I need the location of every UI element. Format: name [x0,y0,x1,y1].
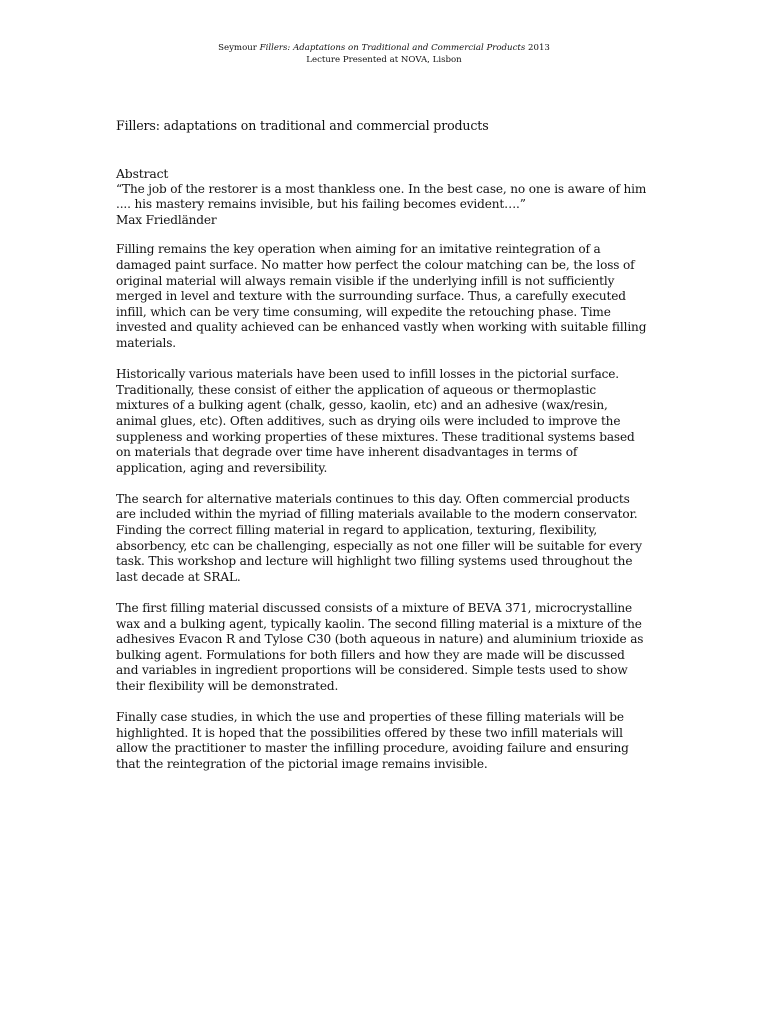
quote-line: “The job of the restorer is a most thankless one. In the best case, no one is aware of him [116,181,647,196]
header-line-2: Lecture Presented at NOVA, Lisbon [306,55,462,65]
text-line: application, aging and reversibility. [116,460,328,475]
text-line: Finally case studies, in which the use and properties of these filling materials will be [116,710,624,725]
text-line: highlighted. It is hoped that the possibilities offered by these two infill materials will [116,725,623,740]
quote-attribution: Max Friedländer [116,212,217,227]
text-line: The search for alternative materials continues to this day. Often commercial products [116,491,630,506]
text-line: and variables in ingredient proportions will be considered. Simple tests used to show [116,663,628,678]
text-line: Traditionally, these consist of either the application of aqueous or thermoplastic [116,382,597,397]
text-line: task. This workshop and lecture will highlight two filling systems used throughout the [116,554,633,569]
text-line: mixtures of a bulking agent (chalk, gesso, kaolin, etc) and an adhesive (wax/resin, [116,398,608,413]
text-line: Historically various materials have been used to infill losses in the pictorial surface. [116,367,619,382]
text-line: last decade at SRAL. [116,569,241,584]
text-line: adhesives Evacon R and Tylose C30 (both aqueous in nature) and aluminium trioxide as [116,632,644,647]
text-line: bulking agent. Formulations for both fillers and how they are made will be discussed [116,647,625,662]
paragraph-2 [116,367,654,476]
header-author: Seymour [218,43,260,53]
header-line-1 [0,42,768,54]
paragraph-5 [116,710,654,772]
text-line: invested and quality achieved can be enhanced vastly when working with suitable filling [116,320,647,335]
epigraph-quote [116,182,654,229]
text-line: merged in level and texture with the surrounding surface. Thus, a carefully executed [116,289,626,304]
text-line: are included within the myriad of filling materials available to the modern conservator. [116,507,638,522]
paragraph-4 [116,601,654,695]
text-line: that the reintegration of the pictorial image remains invisible. [116,756,488,771]
paragraph-1 [116,242,654,351]
text-line: on materials that degrade over time have inherent disadvantages in terms of [116,445,578,460]
header-title: Fillers: Adaptations on Traditional and Commercial Products [259,43,526,53]
text-line: absorbency, etc can be challenging, especially as not one filler will be suitable for every [116,538,642,553]
text-line: The first filling material discussed consists of a mixture of BEVA 371, microcrystalline [116,601,633,616]
text-line: suppleness and working properties of these mixtures. These traditional systems based [116,429,635,444]
running-header [0,42,768,66]
text-line: materials. [116,335,176,350]
abstract-heading: Abstract [116,166,169,181]
document-title: Fillers: adaptations on traditional and commercial products [116,118,489,133]
text-line: allow the practitioner to master the infilling procedure, avoiding failure and ensuring [116,741,629,756]
quote-line: .... his mastery remains invisible, but his failing becomes evident….” [116,197,526,212]
text-line: animal glues, etc). Often additives, such as drying oils were included to improve the [116,413,621,428]
text-line: Finding the correct filling material in regard to application, texturing, flexibility, [116,523,598,538]
text-line: original material will always remain visible if the underlying infill is not sufficiently [116,273,615,288]
header-year: 2013 [525,43,550,53]
text-line: damaged paint surface. No matter how perfect the colour matching can be, the loss of [116,257,635,272]
paragraph-3 [116,492,654,586]
text-line: Filling remains the key operation when aiming for an imitative reintegration of a [116,242,601,257]
text-line: infill, which can be very time consuming, will expedite the retouching phase. Time [116,304,611,319]
text-line: wax and a bulking agent, typically kaolin. The second filling material is a mixture of the [116,616,642,631]
text-line: their flexibility will be demonstrated. [116,679,339,693]
document-body [116,118,654,788]
